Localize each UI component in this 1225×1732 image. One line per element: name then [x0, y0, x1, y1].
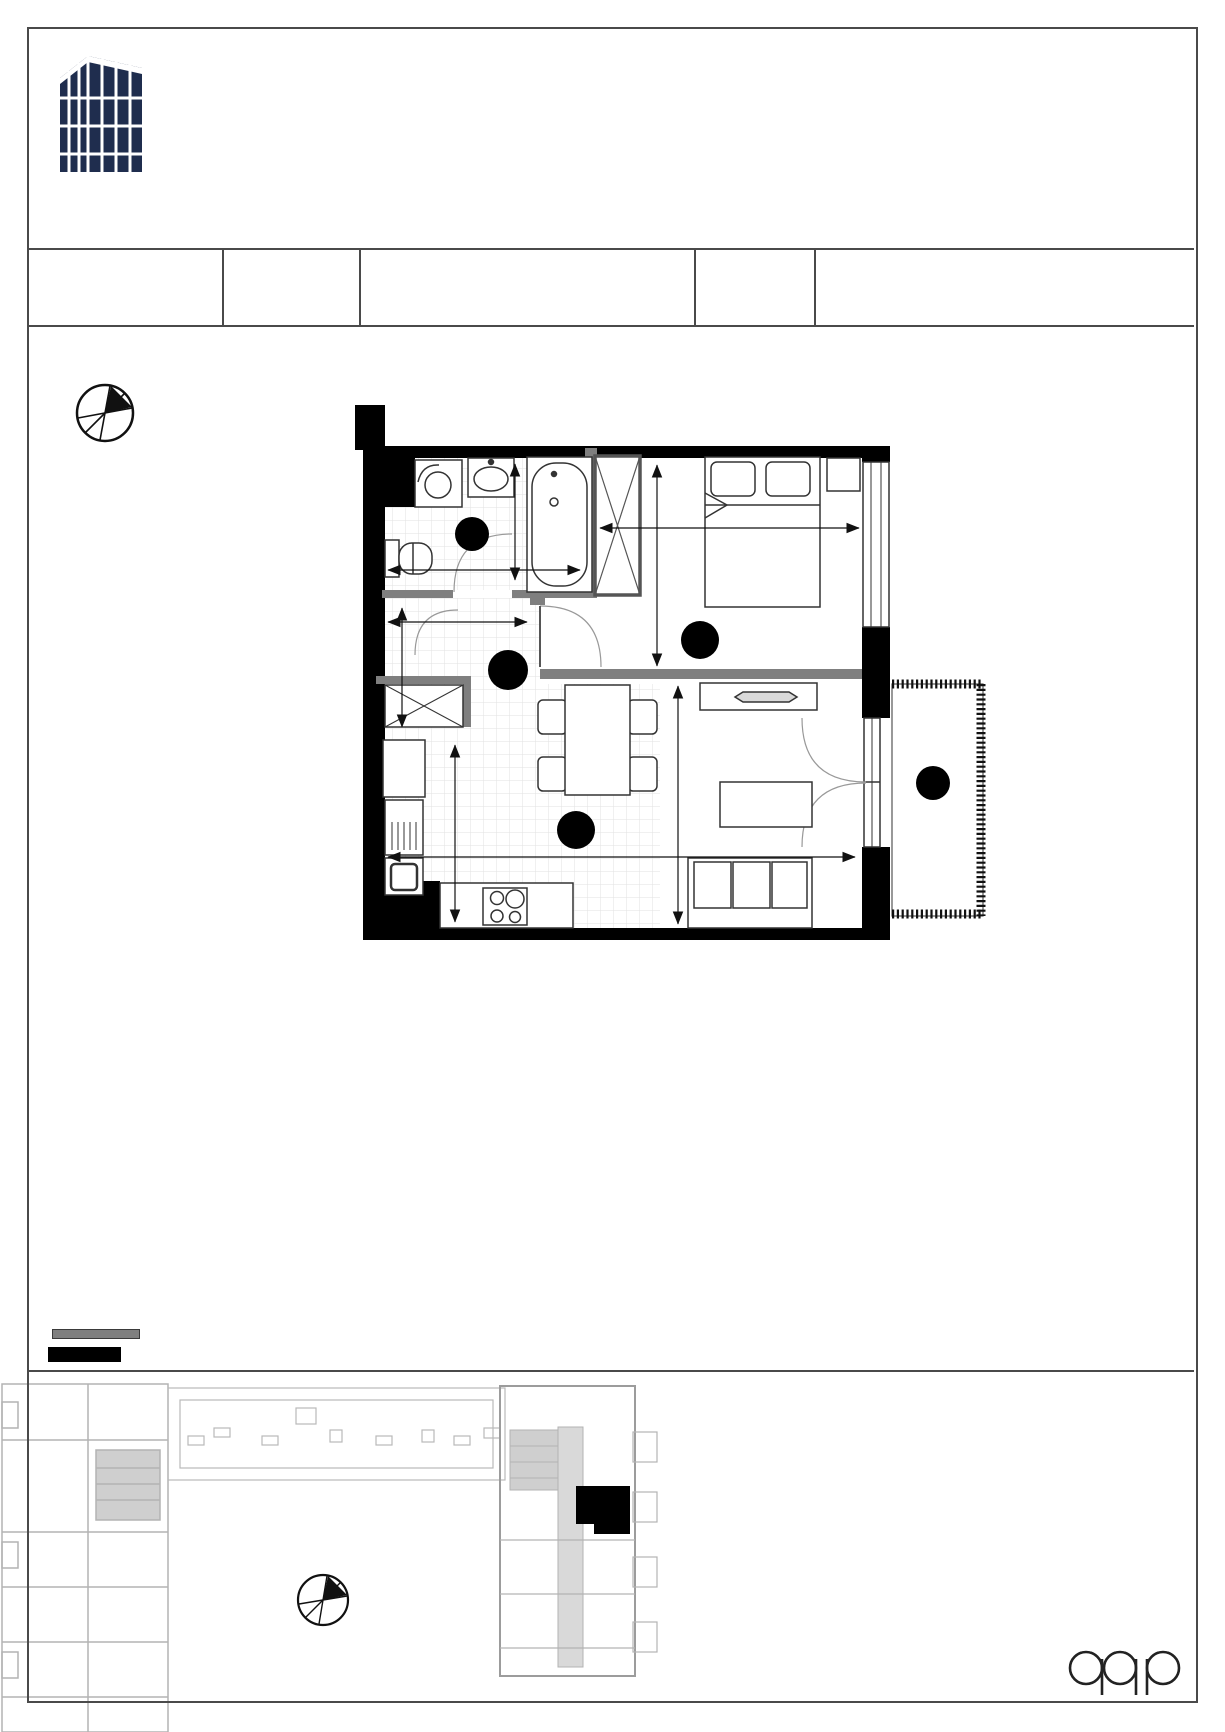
- coffee-table: [720, 782, 812, 827]
- partition-fridge-right: [463, 676, 471, 727]
- bedroom-window: [863, 462, 889, 627]
- dining-table: [565, 685, 630, 795]
- studio-logo-icon: [1063, 1645, 1193, 1697]
- legend-structural-swatch: [48, 1347, 121, 1362]
- sofa-cushion-1: [694, 862, 731, 908]
- info-staircase: [222, 250, 359, 325]
- apartment-floor-plan: [340, 390, 1010, 950]
- bedroom-door-swing: [540, 606, 601, 667]
- wall-left: [363, 446, 385, 940]
- balcony-door: [802, 718, 880, 847]
- tv-icon: [735, 692, 797, 702]
- chair-4: [628, 757, 657, 791]
- sofa-cushion-2: [733, 862, 770, 908]
- divider-header: [27, 248, 1194, 250]
- living-furniture: [688, 683, 817, 928]
- pillow-1: [711, 462, 755, 496]
- partition-bath-bottom-left: [382, 590, 453, 598]
- pillow-2: [766, 462, 810, 496]
- balkon-value: [297, 1233, 306, 1251]
- chair-1: [538, 700, 567, 734]
- washing-machine: [415, 460, 462, 507]
- room-badge-kitchen-living: [557, 811, 595, 849]
- apartment-info-bar: [27, 250, 1194, 325]
- compass-rose-icon: [77, 385, 133, 441]
- wall-top-left-stub: [355, 405, 385, 450]
- site-compass-rose-icon: [298, 1575, 348, 1625]
- info-building: [27, 250, 222, 325]
- bathtub-outline: [527, 457, 592, 592]
- chair-2: [538, 757, 567, 791]
- balcony-door-swing-upper: [802, 718, 866, 782]
- divider-siteplan: [27, 1370, 1194, 1372]
- sink-tap-icon: [489, 460, 494, 465]
- toilet-bowl: [399, 543, 432, 574]
- info-area: [814, 250, 1194, 325]
- balcony-slab: [892, 684, 983, 916]
- bathtub-tap-icon: [552, 472, 557, 477]
- wall-corner-bath: [363, 447, 415, 507]
- brand-building-icon: [52, 42, 152, 180]
- partition-door-jamb: [530, 596, 545, 605]
- info-floor: [694, 250, 814, 325]
- compass-north: [60, 325, 170, 455]
- toilet-tank: [385, 540, 399, 577]
- cabinet-L: [383, 740, 425, 797]
- info-area-value: [1012, 270, 1014, 306]
- room-badge-bathroom: [455, 517, 489, 551]
- wall-right-pillar: [862, 627, 890, 718]
- room-badge-balcony: [916, 766, 950, 800]
- balcony: [892, 684, 983, 916]
- site-highlighted-apartment: [576, 1486, 630, 1534]
- wardrobe: [595, 456, 640, 595]
- nightstand: [827, 458, 860, 491]
- partition-bedroom-living: [540, 669, 862, 679]
- room-badge-bedroom: [681, 621, 719, 659]
- divider-infobar: [27, 325, 1194, 327]
- info-apartment-number: [359, 250, 694, 325]
- bedroom-furniture: [705, 457, 860, 607]
- building-site-plan: [0, 1372, 1225, 1732]
- kitchen-sink-bowl: [391, 864, 417, 890]
- sofa-cushion-3: [772, 862, 807, 908]
- wall-right-bottom: [862, 847, 890, 940]
- partition-fridge-top: [376, 676, 471, 684]
- site-right-wing: [500, 1386, 657, 1676]
- room-badge-hall: [488, 650, 528, 690]
- legend-partition: [52, 1329, 154, 1339]
- site-left-wing: [2, 1384, 168, 1732]
- site-compass: [298, 1575, 348, 1625]
- chair-3: [628, 700, 657, 734]
- legend-partition-swatch: [52, 1329, 140, 1339]
- site-courtyard-band: [168, 1388, 505, 1480]
- wall-bottom: [363, 928, 890, 940]
- wall-right-top: [862, 446, 890, 462]
- legend-structural: [48, 1347, 135, 1362]
